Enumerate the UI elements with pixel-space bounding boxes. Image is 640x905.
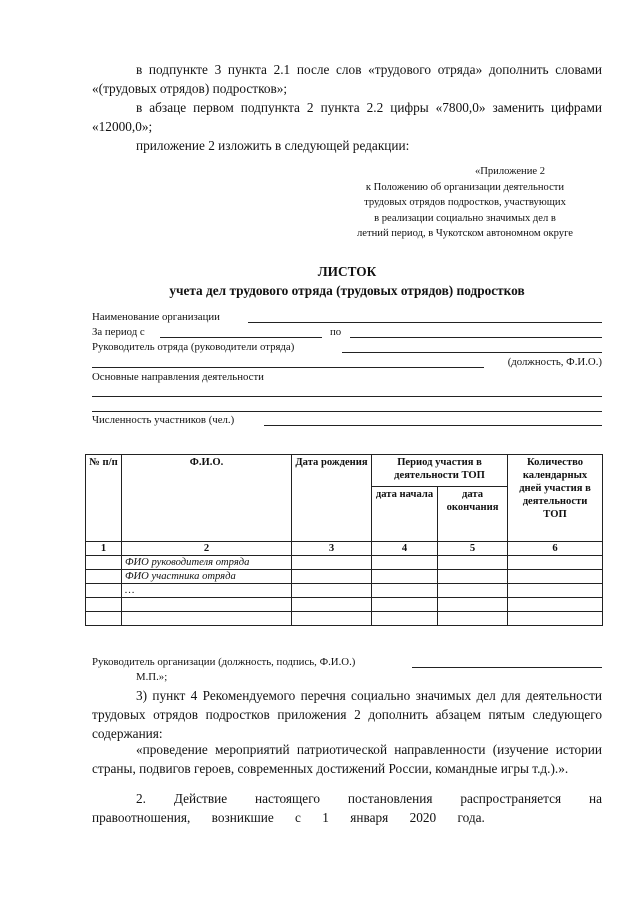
header-period: Период участия в деятельности ТОП: [372, 455, 508, 487]
signature-blank[interactable]: [412, 655, 602, 668]
cell-days[interactable]: [508, 598, 603, 612]
cell-end[interactable]: [438, 612, 508, 626]
signature-label: Руководитель организации (должность, подпись, Ф.И.О.): [92, 656, 356, 668]
closing-paragraph-quote: «проведение мероприятий патриотической направленности (изучение истории страны, подвигов героев, современных достижений России, командные игры т.д.).».: [92, 742, 602, 776]
org-name-blank[interactable]: [248, 310, 602, 323]
participants-label: Численность участников (чел.): [92, 414, 235, 426]
cell-end[interactable]: [438, 598, 508, 612]
leader-position-note: (должность, Ф.И.О.): [507, 356, 602, 368]
table-row[interactable]: [86, 556, 603, 570]
col-number: 2: [122, 542, 292, 556]
leader-position-field[interactable]: [92, 355, 602, 369]
cell-start[interactable]: [372, 598, 438, 612]
table-row[interactable]: [86, 570, 603, 584]
header-start: дата начала: [372, 487, 438, 542]
period-to-blank[interactable]: [350, 325, 602, 338]
org-name-field[interactable]: [92, 310, 602, 324]
amendment-paragraph-1: в подпункте 3 пункта 2.1 после слов «трудового отряда» дополнить словами «(трудовых отрядов) подростков»;: [92, 62, 602, 96]
cell-start[interactable]: [372, 612, 438, 626]
period-to-label: по: [330, 326, 342, 338]
cell-fio[interactable]: [122, 612, 292, 626]
table-row[interactable]: [86, 584, 603, 598]
appendix-header: [320, 164, 610, 242]
cell-days[interactable]: [508, 584, 603, 598]
signature-field[interactable]: [92, 655, 602, 669]
col-number: 4: [372, 542, 438, 556]
header-days: Количество календарных дней участия в деятельности ТОП: [508, 455, 603, 542]
cell-start[interactable]: [372, 556, 438, 570]
cell-birth[interactable]: [292, 570, 372, 584]
cell-end[interactable]: [438, 556, 508, 570]
cell-start[interactable]: [372, 584, 438, 598]
col-number: 5: [438, 542, 508, 556]
closing-paragraph-4: 2. Действие настоящего постановления распространяется на правоотношения, возникшие с 1 января 2020 года.: [92, 791, 602, 825]
table-row[interactable]: [86, 612, 603, 626]
cell-num[interactable]: [86, 584, 122, 598]
cell-fio[interactable]: [122, 598, 292, 612]
period-field[interactable]: [92, 325, 602, 339]
appendix-line-5: летний период, в Чукотском автономном округе: [356, 228, 574, 239]
closing-paragraph-3: 3) пункт 4 Рекомендуемого перечня социально значимых дел для деятельности трудовых отрядов подростков приложения 2 дополнить абзацем пятым следующего содержания:: [92, 688, 602, 741]
cell-num[interactable]: [86, 570, 122, 584]
form-title: ЛИСТОК: [317, 264, 377, 279]
table-header-row: [86, 455, 603, 487]
appendix-line-1: «Приложение 2: [474, 166, 546, 177]
cell-days[interactable]: [508, 556, 603, 570]
appendix-line-3: трудовых отрядов подростков, участвующих: [364, 197, 566, 208]
leader-blank[interactable]: [342, 340, 602, 353]
cell-birth[interactable]: [292, 598, 372, 612]
cell-days[interactable]: [508, 570, 603, 584]
cell-days[interactable]: [508, 612, 603, 626]
cell-fio[interactable]: ФИО руководителя отряда: [122, 556, 292, 570]
cell-birth[interactable]: [292, 556, 372, 570]
col-number: 3: [292, 542, 372, 556]
appendix-line-4: в реализации социально значимых дел в: [374, 212, 556, 224]
amendment-paragraph-2: в абзаце первом подпункта 2 пункта 2.2 цифры «7800,0» заменить цифрами «12000,0»;: [92, 100, 602, 134]
amendment-paragraph-3: приложение 2 изложить в следующей редакции:: [136, 138, 410, 153]
participants-blank[interactable]: [264, 413, 602, 426]
period-from-label: За период с: [92, 326, 145, 338]
col-number: 6: [508, 542, 603, 556]
header-end: дата окончания: [438, 487, 508, 542]
leader-label: Руководитель отряда (руководители отряда): [92, 341, 295, 353]
cell-end[interactable]: [438, 570, 508, 584]
cell-num[interactable]: [86, 612, 122, 626]
cell-fio[interactable]: ФИО участника отряда: [122, 570, 292, 584]
participants-field[interactable]: [92, 413, 602, 427]
activity-log-table: [85, 454, 603, 626]
form-subtitle: учета дел трудового отряда (трудовых отрядов) подростков: [169, 283, 525, 298]
table-row[interactable]: [86, 598, 603, 612]
cell-start[interactable]: [372, 570, 438, 584]
cell-num[interactable]: [86, 598, 122, 612]
directions-blank-2[interactable]: [92, 411, 602, 412]
header-birth: Дата рождения: [292, 455, 372, 542]
leader-field[interactable]: [92, 340, 602, 354]
directions-field: [92, 370, 602, 384]
cell-birth[interactable]: [292, 612, 372, 626]
cell-birth[interactable]: [292, 584, 372, 598]
cell-end[interactable]: [438, 584, 508, 598]
table-column-numbers: [86, 542, 603, 556]
cell-fio[interactable]: …: [122, 584, 292, 598]
directions-blank-1[interactable]: [92, 396, 602, 397]
directions-label: Основные направления деятельности: [92, 371, 264, 383]
org-name-label: Наименование организации: [92, 311, 220, 323]
appendix-line-2: к Положению об организации деятельности: [365, 181, 565, 193]
header-fio: Ф.И.О.: [122, 455, 292, 542]
cell-num[interactable]: [86, 556, 122, 570]
stamp-label: М.П.»;: [136, 671, 168, 683]
leader-position-blank[interactable]: [92, 355, 484, 368]
period-from-blank[interactable]: [160, 325, 322, 338]
col-number: 1: [86, 542, 122, 556]
header-num: № п/п: [86, 455, 122, 542]
